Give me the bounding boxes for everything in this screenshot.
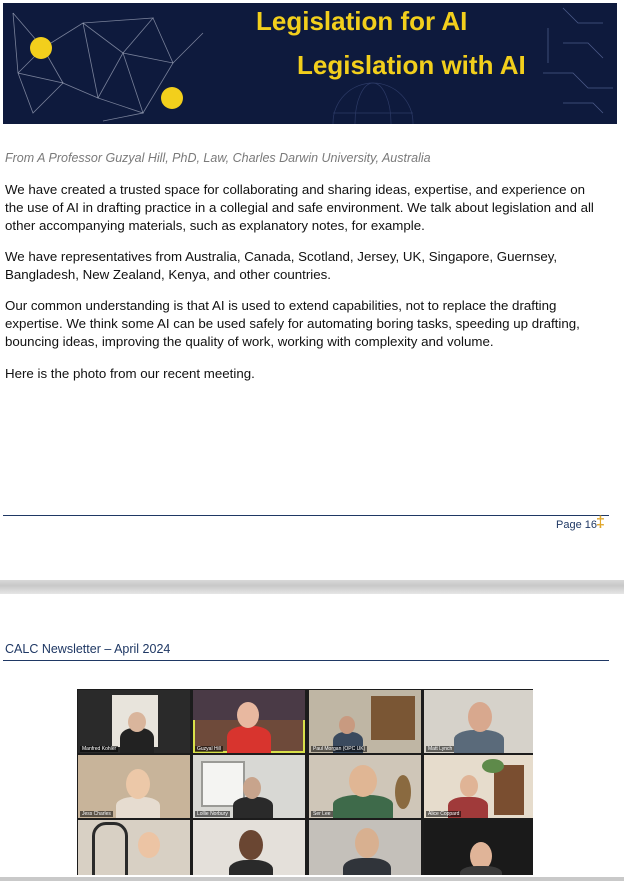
- viewer-bottom-edge: [0, 877, 624, 881]
- video-tile: [309, 690, 421, 753]
- video-tile: [193, 755, 305, 818]
- paragraph: We have created a trusted space for collaborating and sharing ideas, expertise, and experience on the use of AI in drafting practice in a collegial and safe environment. We talk about legislation and all other accompanying materials, such as explanatory notes, for example.: [5, 182, 594, 233]
- paragraph: Here is the photo from our recent meeting.: [5, 366, 255, 381]
- video-tile: [424, 755, 533, 818]
- participant-name: Lollie Norbury: [197, 811, 228, 817]
- video-tile: [78, 820, 190, 875]
- participant-name: Manfred Kohler: [82, 746, 117, 752]
- participant-name: Guzyal Hill: [197, 746, 221, 752]
- participant-name: Alice Coppard: [428, 811, 460, 817]
- video-tile: [78, 690, 190, 753]
- page-17: [0, 594, 624, 881]
- participant-name: Matt Lynch: [428, 746, 453, 752]
- banner: [3, 3, 617, 124]
- paragraph: Our common understanding is that AI is used to extend capabilities, not to replace the drafting expertise. We think some AI can be used safely for automating boring tasks, speeding up drafting, bouncing ideas, improving the quality of work, working with complexity and volume.: [5, 298, 580, 349]
- newsletter-header: CALC Newsletter – April 2024: [5, 642, 171, 656]
- footer-divider: [3, 515, 609, 516]
- video-tile: [309, 755, 421, 818]
- video-tile: [78, 755, 190, 818]
- page-number: Page 16: [556, 519, 597, 531]
- participant-name: Ser Lee: [313, 811, 331, 817]
- author-byline: From A Professor Guzyal Hill, PhD, Law, Charles Darwin University, Australia: [5, 151, 431, 165]
- banner-title-line-1: Legislation for AI: [256, 6, 468, 36]
- video-tile: [424, 820, 533, 875]
- banner-title-line-2: Legislation with AI: [297, 50, 526, 80]
- meeting-photo: [77, 689, 533, 875]
- video-tile: [424, 690, 533, 753]
- yellow-dot-icon: [161, 87, 183, 109]
- participant-name: Jess Charles: [82, 811, 111, 817]
- double-dagger-icon: ‡: [596, 514, 605, 531]
- paragraph: We have representatives from Australia, Canada, Scotland, Jersey, UK, Singapore, Guernsey, Bangladesh, New Zealand, Kenya, and other countries.: [5, 249, 558, 282]
- video-tile: [193, 690, 305, 753]
- video-tile: [309, 820, 421, 875]
- yellow-dot-icon: [30, 37, 52, 59]
- header-divider: [3, 660, 609, 661]
- page-separator: [0, 580, 624, 594]
- video-tile: [193, 820, 305, 875]
- participant-name: Paul Morgan (OPC UK): [313, 746, 366, 752]
